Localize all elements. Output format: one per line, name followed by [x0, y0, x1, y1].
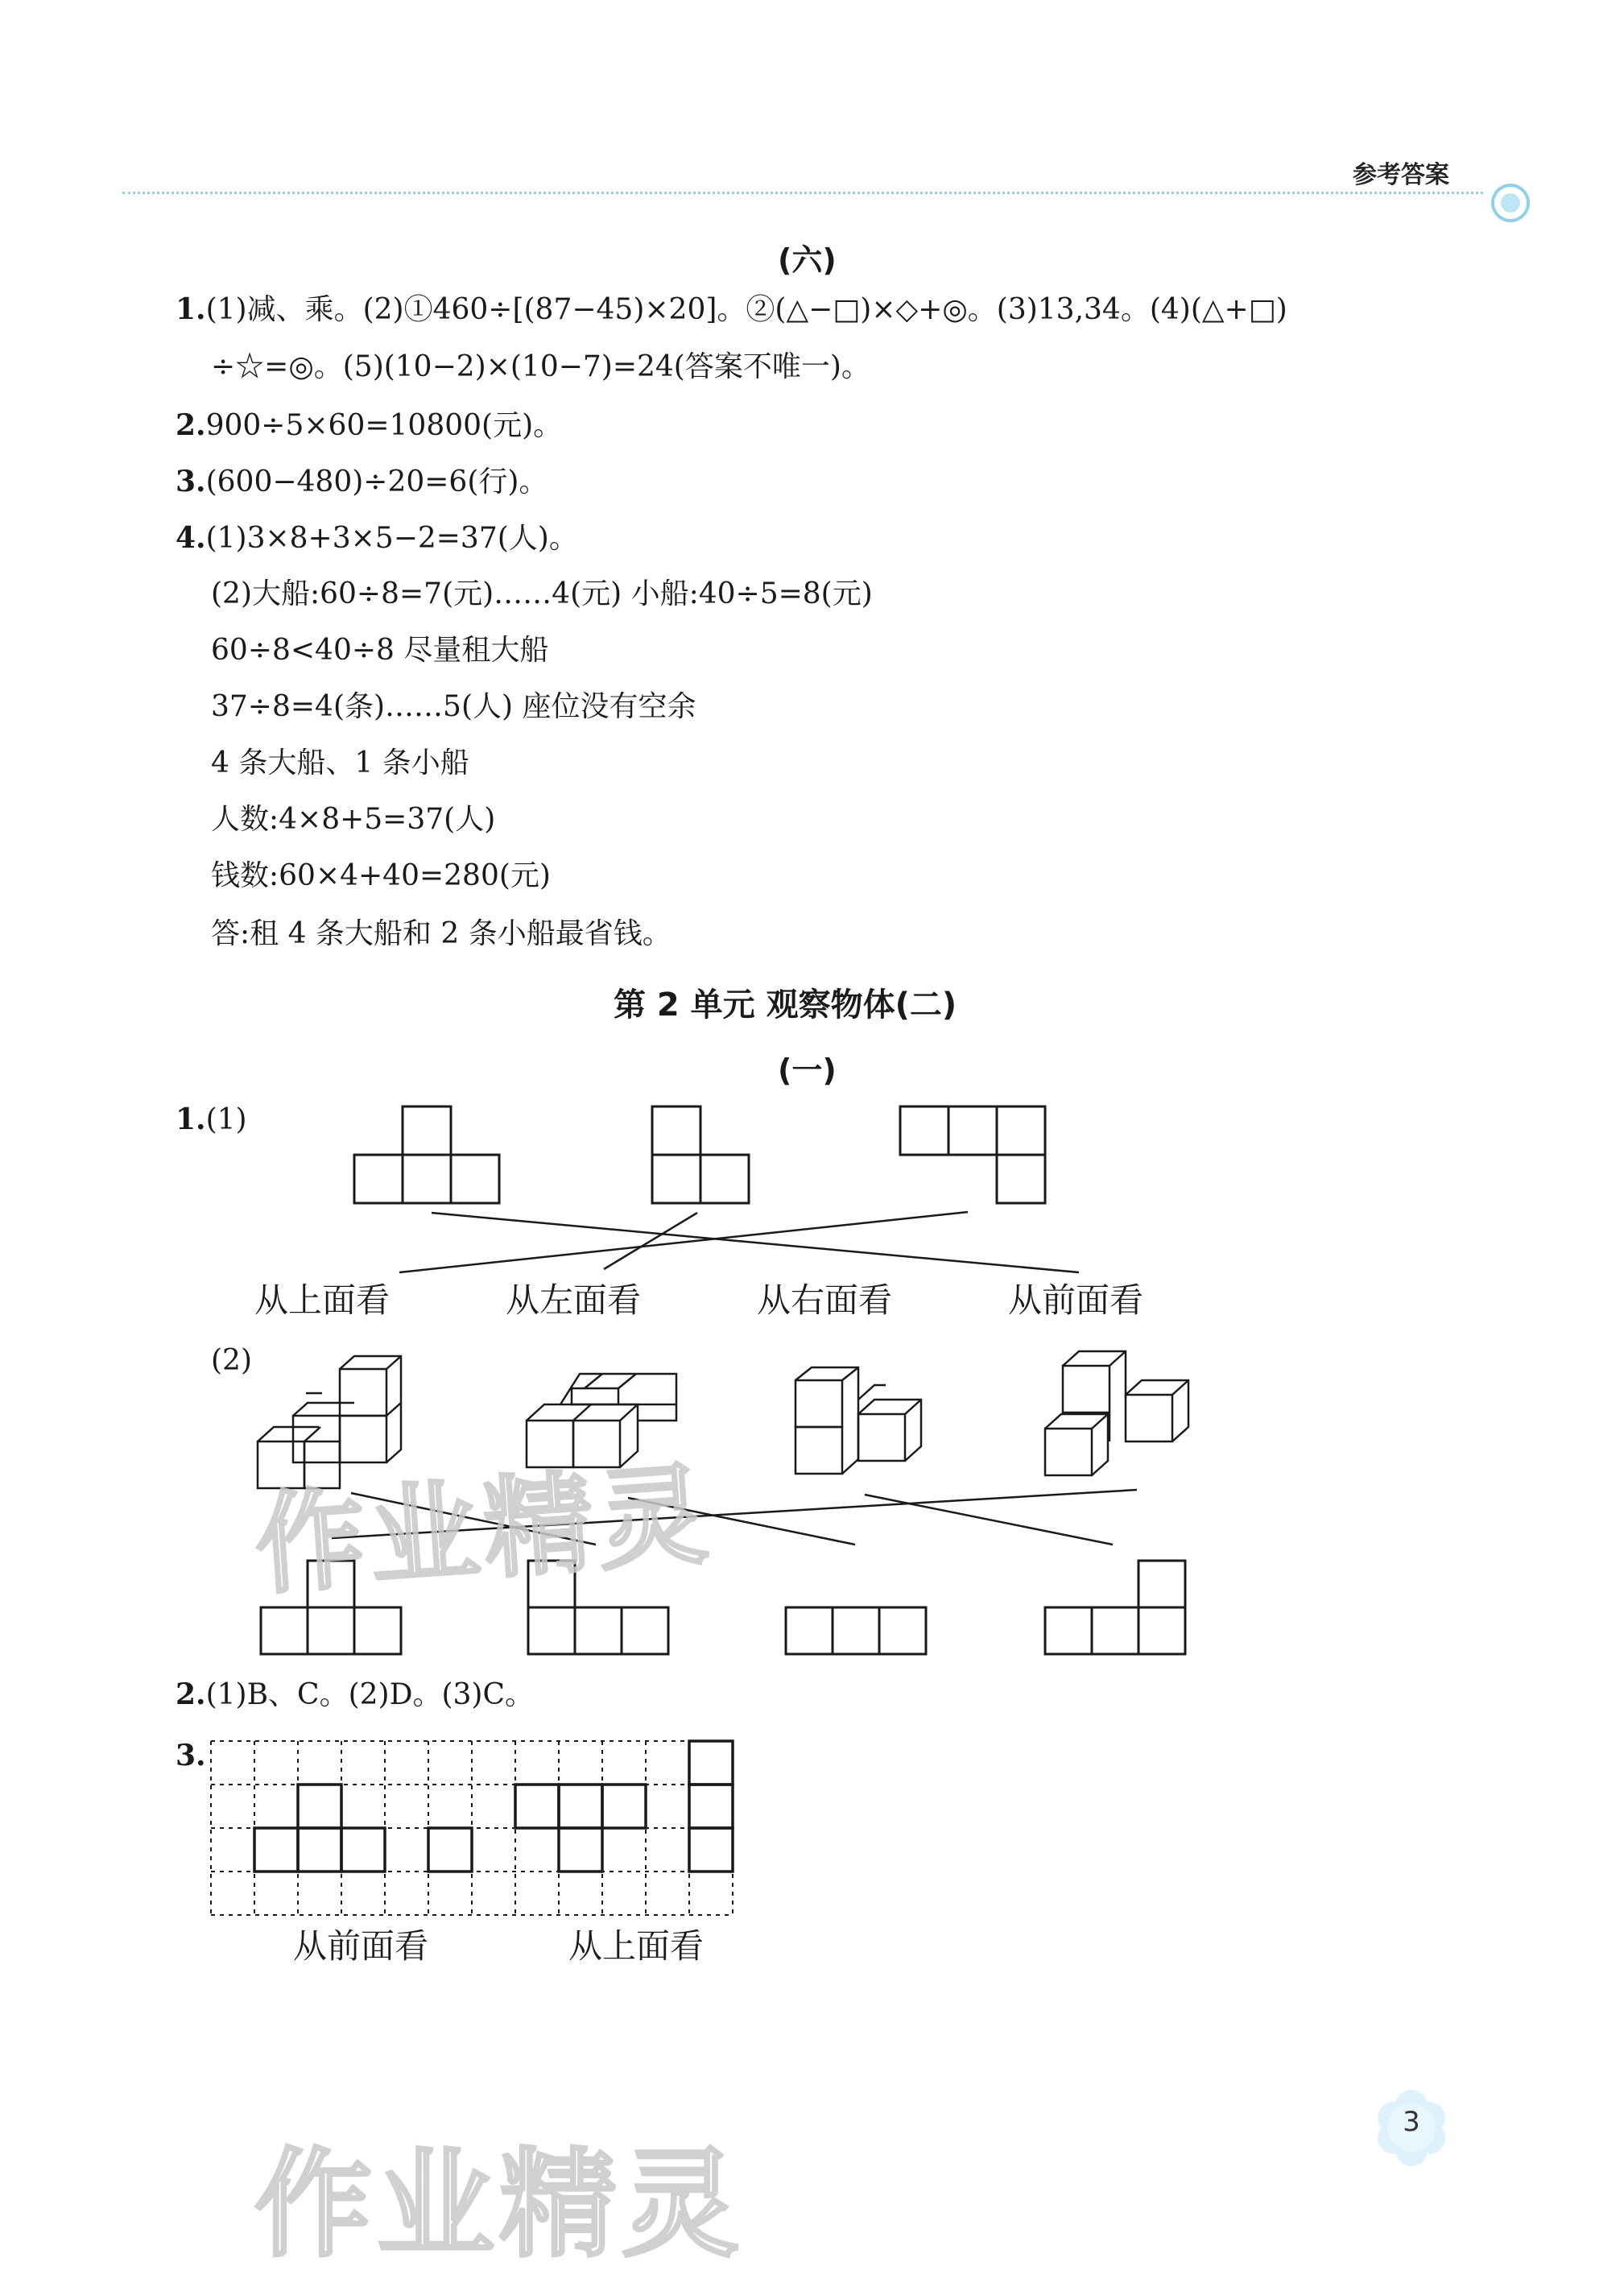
- q3-text: (600−480)÷20=6(行)。: [205, 465, 548, 498]
- watermark-bottom: 作业精灵: [254, 2136, 744, 2273]
- q1-text-line2: ÷☆=◎。(5)(10−2)×(10−7)=24(答案不唯一)。: [211, 350, 870, 383]
- unit2-title: 第 2 单元 观察物体(二): [614, 986, 957, 1024]
- q4-text-7: 答:租 4 条大船和 2 条小船最省钱。: [211, 917, 672, 950]
- view-label-right: 从右面看: [757, 1280, 893, 1320]
- section-six-title: (六): [778, 242, 837, 278]
- q1-view-shape-b: [652, 1106, 749, 1203]
- q1-view-shape-a: [354, 1106, 499, 1203]
- q1-2-view-d: [1045, 1561, 1185, 1654]
- view-label-left: 从左面看: [506, 1280, 642, 1320]
- q4-text-4: 4 条大船、1 条小船: [211, 747, 469, 780]
- q4-text-2: 60÷8<40÷8 尽量租大船: [211, 634, 549, 667]
- q3-solid-shapes: [254, 1741, 733, 1872]
- q4-text-5: 人数:4×8+5=37(人): [211, 803, 496, 836]
- u2-q1-number: 1.: [176, 1102, 206, 1136]
- q1-number: 1.: [176, 292, 206, 326]
- q2-text: 900÷5×60=10800(元)。: [205, 409, 563, 442]
- q4-number: 4.: [176, 521, 206, 555]
- q4-text-3: 37÷8=4(条)……5(人) 座位没有空余: [211, 690, 696, 723]
- q4-text-6: 钱数:60×4+40=280(元): [211, 859, 551, 892]
- q1-match-lines: [399, 1212, 1079, 1272]
- q1-3d-shape-d: [1045, 1351, 1188, 1475]
- view-label-top: 从上面看: [254, 1280, 391, 1320]
- q3-label-top: 从上面看: [568, 1926, 705, 1966]
- u2-q3-num-text: 3.: [176, 1739, 206, 1772]
- q3-label-front: 从前面看: [293, 1926, 429, 1966]
- page-number: 3: [1403, 2106, 1420, 2138]
- u2-q2-text: (1)B、C。(2)D。(3)C。: [205, 1678, 534, 1711]
- q4-text-0: (1)3×8+3×5−2=37(人)。: [205, 522, 578, 555]
- view-label-front: 从前面看: [1008, 1280, 1144, 1320]
- q3-number: 3.: [176, 465, 206, 498]
- unit2-subtitle: (一): [778, 1053, 837, 1088]
- q2-number: 2.: [176, 408, 206, 442]
- u2-q1-part1: (1): [205, 1103, 247, 1136]
- q4-text-1: (2)大船:60÷8=7(元)……4(元) 小船:40÷5=8(元): [211, 577, 873, 610]
- q1-view-shape-c: [900, 1106, 1045, 1203]
- u2-q1-part2: (2): [211, 1344, 252, 1377]
- u2-q2-number: 2.: [176, 1677, 206, 1711]
- header-title: 参考答案: [1353, 161, 1449, 189]
- q1-2-view-c: [786, 1607, 926, 1654]
- q1-3d-shape-c: [795, 1367, 921, 1474]
- watermark-middle: 作业精灵: [251, 1451, 717, 1611]
- q1-text-line1: (1)减、乘。(2)①460÷[(87−45)×20]。②(△−□)×◇+◎。(3)13,34。(4)(△+□): [205, 293, 1287, 326]
